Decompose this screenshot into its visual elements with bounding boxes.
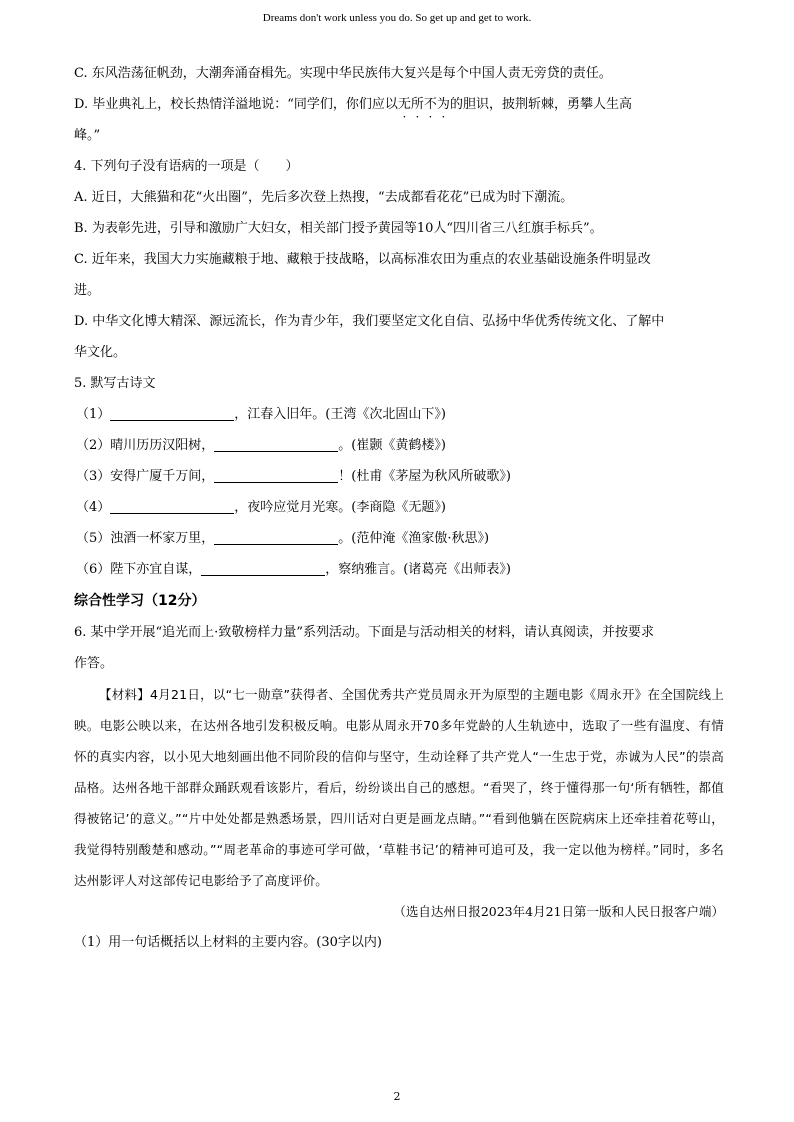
q5-item xyxy=(74,492,724,523)
q4-option-c-cont: 进。 xyxy=(74,283,101,298)
q5-item-post: ，察纳雅言。(诸葛亮《出师表》) xyxy=(325,562,511,577)
q5-item-post: 。(崔颢《黄鹤楼》) xyxy=(338,438,446,453)
q4-option-a: A. 近日，大熊猫和花“火出圈”，先后多次登上热搜，“去成都看花花”已成为时下潮流。 xyxy=(74,190,574,205)
q5-item xyxy=(74,430,724,461)
q5-item-post: ！(杜甫《茅屋为秋风所破歌》) xyxy=(338,469,511,484)
q4-option-d-cont: 华文化。 xyxy=(74,345,127,360)
q4-stem: 4. 下列句子没有语病的一项是（ ） xyxy=(74,159,299,174)
fill-blank[interactable] xyxy=(214,468,338,483)
q5-item xyxy=(74,554,724,585)
q5-item-pre: （3）安得广厦千万间， xyxy=(76,469,215,484)
section-heading: 综合性学习（12分） xyxy=(74,593,206,609)
q6-stem: 6. 某中学开展“追光而上·致敬榜样力量”系列活动。下面是与活动相关的材料，请认真阅读，并按要求 xyxy=(74,625,654,640)
page-content xyxy=(74,58,724,958)
page-number: 2 xyxy=(393,1090,401,1103)
q5-item xyxy=(74,399,724,430)
q6-sub1: （1）用一句话概括以上材料的主要内容。(30字以内) xyxy=(74,935,382,950)
fill-blank[interactable] xyxy=(214,530,338,545)
q3-d-before: D. 毕业典礼上，校长热情洋溢地说：“同学们，你们应以 xyxy=(74,97,398,112)
q5-item-pre: （6）陛下亦宜自谋， xyxy=(76,562,202,577)
q4-option-b: B. 为表彰先进，引导和激励广大妇女，相关部门授予黄园等10人“四川省三八红旗手标兵”。 xyxy=(74,221,603,236)
q5-item xyxy=(74,461,724,492)
fill-blank[interactable] xyxy=(201,561,325,576)
fill-blank[interactable] xyxy=(214,437,338,452)
dotted-char-3: 不 xyxy=(423,97,437,112)
q6-source: （选自达州日报2023年4月21日第一版和人民日报客户端） xyxy=(393,904,724,919)
q6-stem-cont: 作答。 xyxy=(74,656,114,671)
q5-item-post: ，夜吟应觉月光寒。(李商隐《无题》) xyxy=(234,500,446,515)
q5-item-post: ，江春入旧年。(王湾《次北固山下》) xyxy=(234,407,446,422)
q5-item-post: 。(范仲淹《渔家傲·秋思》) xyxy=(338,531,490,546)
q3-option-d xyxy=(74,89,724,120)
q5-item-pre: （5）浊酒一杯家万里， xyxy=(76,531,215,546)
fill-blank[interactable] xyxy=(110,499,234,514)
q3-option-c: C. 东风浩荡征帆劲，大潮奔涌奋楫先。实现中华民族伟大复兴是每个中国人责无旁贷的责任。 xyxy=(74,66,612,81)
q4-option-d: D. 中华文化博大精深、源远流长，作为青少年，我们要坚定文化自信、弘扬中华优秀传统文化、了解中 xyxy=(74,314,665,329)
q3-option-d-cont: 峰。” xyxy=(74,128,101,143)
fill-blank[interactable] xyxy=(110,406,234,421)
dotted-char-2: 所 xyxy=(410,97,424,112)
q6-material: 【材料】4月21日，以“七一勋章”获得者、全国优秀共产党员周永开为原型的主题电影《周永开》在全国院线上映。电影公映以来，在达州各地引发积极反响。电影从周永开70多年党龄的人生轨迹中，选取了一些有温度、有情怀的真实内容，以小见大地刻画出他不同阶段的信仰与坚守，生动诠释了共产党人“一生忠于党，赤诚为人民”的崇高品格。达州各地干部群众踊跃观看该影片，看后，纷纷谈出自己的感想。“看哭了，终于懂得那一句‘所有牺牲，都值得被铭记’的意义。”“片中处处都是熟悉场景，四川话对白更是画龙点睛。”“看到他躺在医院病床上还牵挂着花萼山，我觉得特别酸楚和感动。”“周老革命的事迹可学可做，‘草鞋书记’的精神可追可及，我一定以他为榜样。”同时，多名达州影评人对这部传记电影给予了高度评价。 xyxy=(74,687,724,888)
q5-stem: 5. 默写古诗文 xyxy=(74,376,156,391)
q3-d-after: 的胆识，披荆斩棘，勇攀人生高 xyxy=(449,97,632,112)
q5-item-pre: （4） xyxy=(76,500,111,515)
q5-item-pre: （1） xyxy=(76,407,111,422)
dotted-char-1: 无 xyxy=(397,97,411,112)
q4-option-c: C. 近年来，我国大力实施藏粮于地、藏粮于技战略，以高标准农田为重点的农业基础设施条件明显改 xyxy=(74,252,651,267)
q5-items xyxy=(74,399,724,585)
dotted-char-4: 为 xyxy=(436,97,450,112)
q5-item xyxy=(74,523,724,554)
q5-item-pre: （2）晴川历历汉阳树， xyxy=(76,438,215,453)
page-header: Dreams don't work unless you do. So get up and get to work. xyxy=(262,12,532,24)
